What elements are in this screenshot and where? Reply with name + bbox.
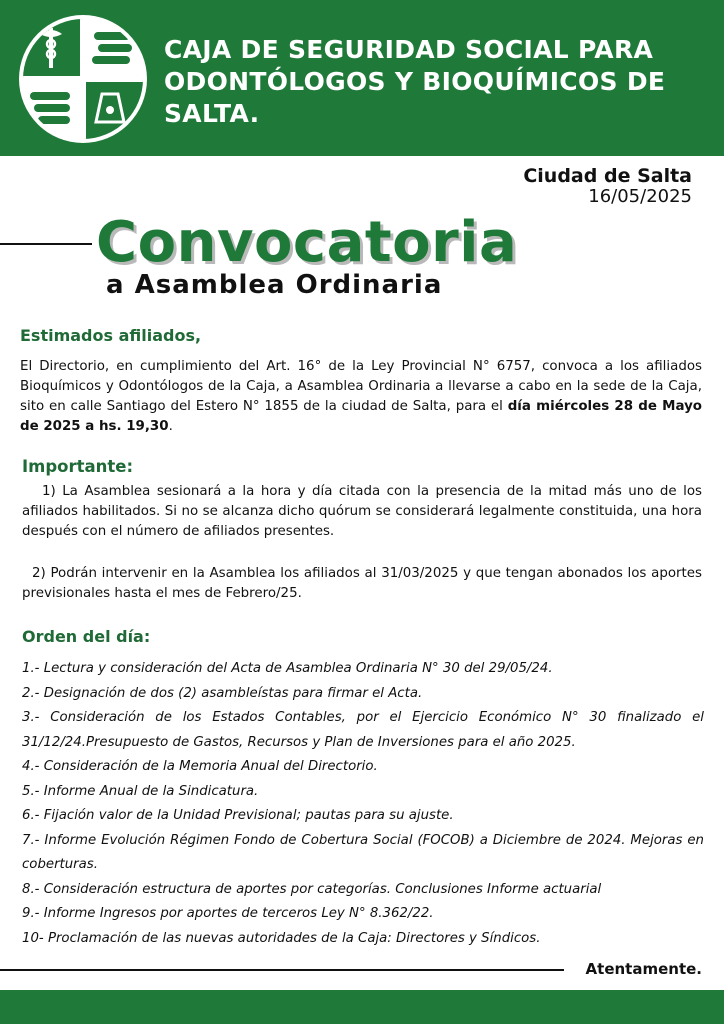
greeting-heading: Estimados afiliados, [20, 326, 202, 345]
important-point-1: 1) La Asamblea sesionará a la hora y día citada con la presencia de la mitad más uno de los afiliados habilitados. Si no se alcanza dicho quórum se considerará legalmente constituida, una hora después con el número de afiliados presentes. [22, 484, 702, 539]
agenda-item-10: 10- Proclamación de las nuevas autoridades de la Caja: Directores y Síndicos. [22, 930, 541, 946]
intro-paragraph [20, 357, 702, 437]
footer-banner [0, 990, 724, 1024]
org-title-line-1: CAJA DE SEGURIDAD SOCIAL PARA [164, 35, 654, 64]
city-label: Ciudad de Salta [523, 165, 692, 187]
agenda-item-4: 4.- Consideración de la Memoria Anual del Directorio. [22, 759, 378, 774]
agenda-item-2: 2.- Designación de dos (2) asambleístas para firmar el Acta. [22, 685, 423, 701]
org-title-line-2: ODONTÓLOGOS Y BIOQUÍMICOS DE [164, 67, 666, 96]
agenda-item-3: 3.- Consideración de los Estados Contables, por el Ejercicio Económico N° 30 finalizado el 31/12/24.Presupuesto de Gastos, Recursos y Plan de Inversiones para el año 2025. [22, 710, 704, 750]
intro-end: . [168, 419, 173, 434]
agenda-item-5: 5.- Informe Anual de la Sindicatura. [22, 783, 259, 799]
intro-text: El Directorio, en cumplimiento del Art. 16° de la Ley Provincial N° 6757, convoca a los afiliados Bioquímicos y Odontólogos de la Caja, a Asamblea Ordinaria a llevarse a cabo en la sede de la Caja, sito en calle Santiago del Estero N° 1855 de la ciudad de Salta, para el [20, 359, 702, 414]
sub-title: a Asamblea Ordinaria [106, 270, 443, 300]
important-point-2: 2) Podrán intervenir en la Asamblea los afiliados al 31/03/2025 y que tengan abonados los aportes previsionales hasta el mes de Febrero/25. [22, 566, 702, 601]
agenda-item-1: 1.- Lectura y consideración del Acta de Asamblea Ordinaria N° 30 del 29/05/24. [22, 661, 553, 676]
agenda-item-7: 7.- Informe Evolución Régimen Fondo de Cobertura Social (FOCOB) a Diciembre de 2024. Mejoras en coberturas. [22, 832, 704, 872]
org-title-line-3: SALTA. [164, 99, 260, 128]
intro-date-bold: día miércoles 28 de Mayo de 2025 a hs. 19,30 [20, 399, 703, 434]
closing-text: Atentamente. [585, 960, 702, 978]
title-divider [0, 243, 92, 245]
agenda-list [22, 657, 704, 951]
date-label: 16/05/2025 [588, 186, 692, 207]
main-title: Convocatoria [96, 210, 518, 275]
agenda-item-6: 6.- Fijación valor de la Unidad Previsional; pautas para su ajuste. [22, 808, 454, 823]
important-heading: Importante: [22, 457, 134, 476]
agenda-heading: Orden del día: [22, 627, 151, 646]
agenda-item-8: 8.- Consideración estructura de aportes por categorías. Conclusiones Informe actuarial [22, 881, 602, 897]
agenda-item-9: 9.- Informe Ingresos por aportes de terceros Ley N° 8.362/22. [22, 906, 434, 921]
closing-divider [0, 969, 564, 971]
header-banner [0, 0, 724, 156]
health-caduceus-emblem-icon [18, 14, 148, 144]
organization-title [164, 34, 704, 130]
